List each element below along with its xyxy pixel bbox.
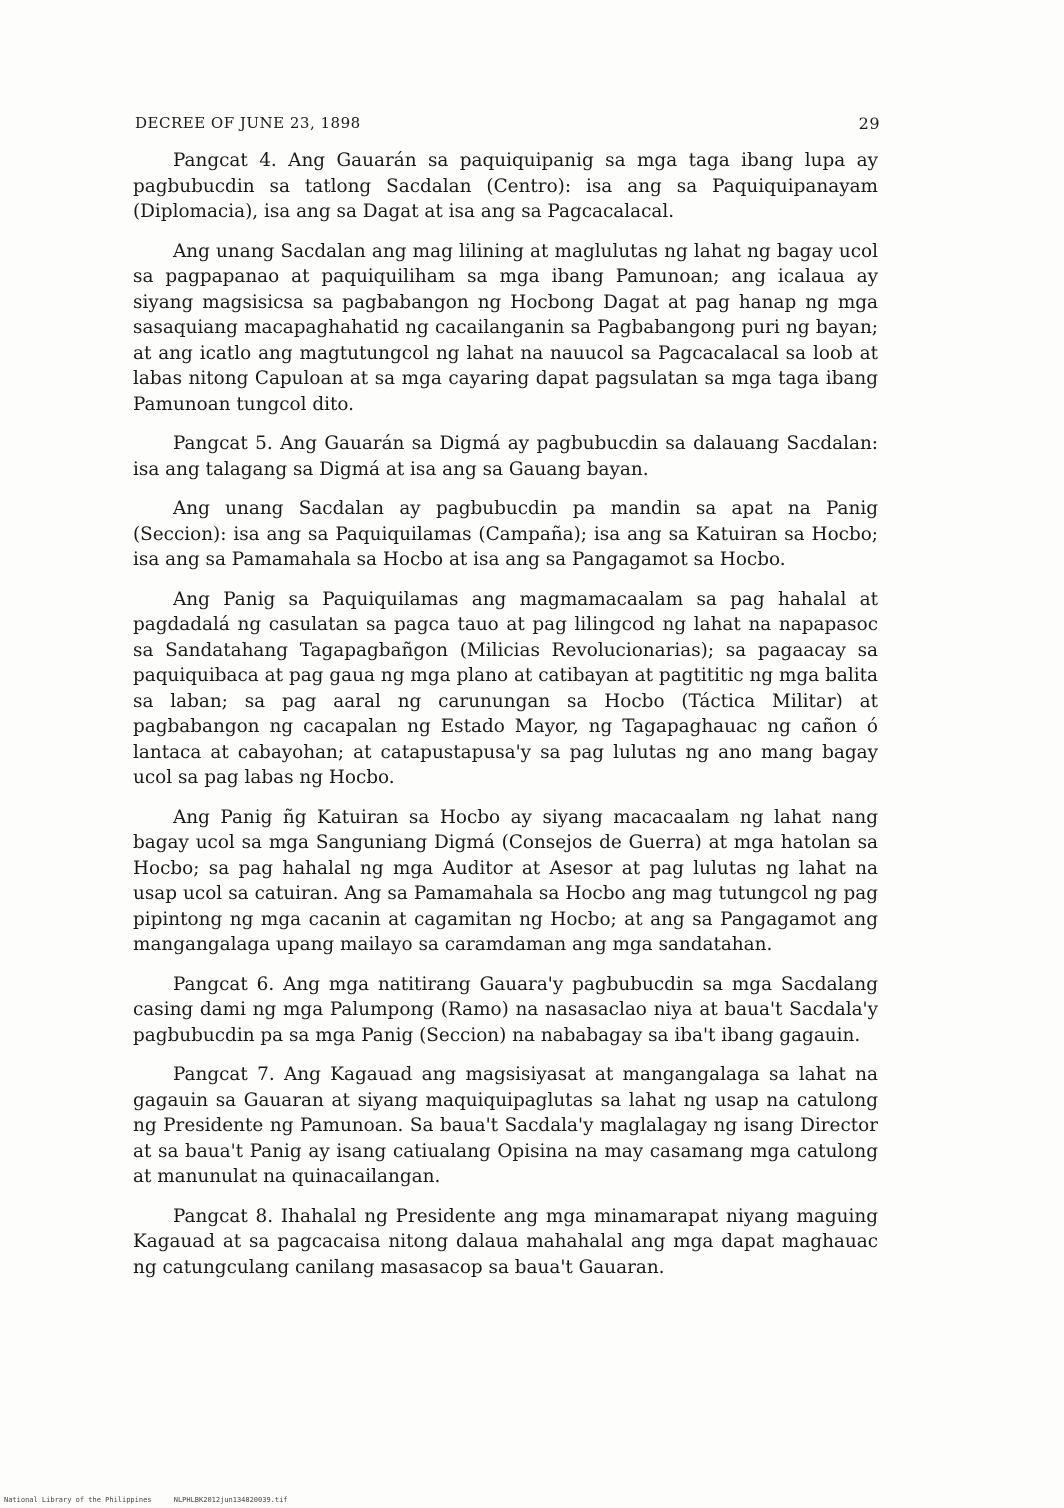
paragraph-pangcat-7: Pangcat 7. Ang Kagauad ang magsisiyasat at mangangalaga sa lahat na gagauin sa Gauaran at siyang maquiquipaglutas sa lahat ng usap na catulong ng Presidente ng Pamunoan. Sa baua't Sacdala'y maglalagay ng isang Director at sa baua't Panig ay isang catiualang Opisina na may casamang mga catulong at manunulat na quinacailangan. bbox=[133, 1064, 878, 1187]
paragraph-panig-paquiquilamas: Ang Panig sa Paquiquilamas ang magmamacaalam sa pag hahalal at pagdadalá ng casulatan sa pagca tauo at pag lilingcod ng lahat na napapasoc sa Sandatahang Tagapagbañgon (Milicias Revolucionarias); sa pagaacay sa paquiquibaca at pag gaua ng mga plano at catibayan at pagtititic ng mga balita sa laban; sa pag aaral ng carunungan sa Hocbo (Táctica Militar) at pagbabangon ng cacapalan ng Estado Mayor, ng Tagapaghauac ng cañon ó lantaca at cabayohan; at catapustapusa'y sa pag lulutas ng ano mang bagay ucol sa pag labas ng Hocbo. bbox=[133, 588, 878, 788]
paragraph-pangcat-6: Pangcat 6. Ang mga natitirang Gauara'y pagbubucdin sa mga Sacdalang casing dami ng mga Palumpong (Ramo) na nasasaclao niya at baua't Sacdala'y pagbubucdin pa sa mga Panig (Seccion) na nababagay sa iba't ibang gagauin. bbox=[133, 973, 878, 1046]
page-number: 29 bbox=[858, 114, 880, 133]
scan-footer bbox=[4, 1496, 306, 1504]
running-header-title: DECREE OF JUNE 23, 1898 bbox=[135, 114, 361, 132]
paragraph-panig-katuiran: Ang Panig ñg Katuiran sa Hocbo ay siyang macacaalam ng lahat nang bagay ucol sa mga Sanguniang Digmá (Consejos de Guerra) at mga hatolan sa Hocbo; sa pag hahalal ng mga Auditor at Asesor at pag lulutas ng lahat na usap ucol sa catuiran. Ang sa Pamamahala sa Hocbo ang mag tutungcol ng pag pipintong ng mga cacanin at cagamitan ng Hocbo; at ang sa Pangagamot ang mangangalaga upang mailayo sa caramdaman ang mga sandatahan. bbox=[133, 806, 878, 955]
paragraph-pangcat-5: Pangcat 5. Ang Gauarán sa Digmá ay pagbubucdin sa dalauang Sacdalan: isa ang talagang sa Digmá at isa ang sa Gauang bayan. bbox=[133, 433, 878, 480]
document-body bbox=[133, 148, 878, 1294]
scan-footer-filename: NLPHLBK2012jun134820039.tif bbox=[173, 1496, 288, 1504]
running-header bbox=[135, 114, 880, 136]
paragraph-unang-sacdalan: Ang unang Sacdalan ang mag lilining at maglulutas ng lahat ng bagay ucol sa pagpapanao at paquiquiliham sa mga ibang Pamunoan; ang icalaua ay siyang magsisicsa sa pagbabangon ng Hocbong Dagat at pag hanap ng mga sasaquiang macapaghahatid ng cacailanganin sa Pagbabangong puri ng bayan; at ang icatlo ang magtutungcol ng lahat na nauucol sa Pagcacalacal sa loob at labas nitong Capuloan at sa mga cayaring dapat pagsulatan sa mga taga ibang Pamunoan tungcol dito. bbox=[133, 240, 878, 415]
paragraph-pangcat-8: Pangcat 8. Ihahalal ng Presidente ang mga minamarapat niyang maguing Kagauad at sa pagcacaisa nitong dalaua mahahalal ang mga dapat maghauac ng catungculang canilang masasacop sa baua't Gauaran. bbox=[133, 1205, 878, 1278]
paragraph-pangcat-4: Pangcat 4. Ang Gauarán sa paquiquipanig sa mga taga ibang lupa ay pagbubucdin sa tatlong Sacdalan (Centro): isa ang sa Paquiquipanayam (Diplomacia), isa ang sa Dagat at isa ang sa Pagcacalacal. bbox=[133, 150, 878, 222]
scan-footer-library: National Library of the Philippines bbox=[4, 1496, 152, 1504]
paragraph-apat-na-panig: Ang unang Sacdalan ay pagbubucdin pa mandin sa apat na Panig (Seccion): isa ang sa Paquiquilamas (Campaña); isa ang sa Katuiran sa Hocbo; isa ang sa Pamamahala sa Hocbo at isa ang sa Pangagamot sa Hocbo. bbox=[133, 498, 878, 570]
